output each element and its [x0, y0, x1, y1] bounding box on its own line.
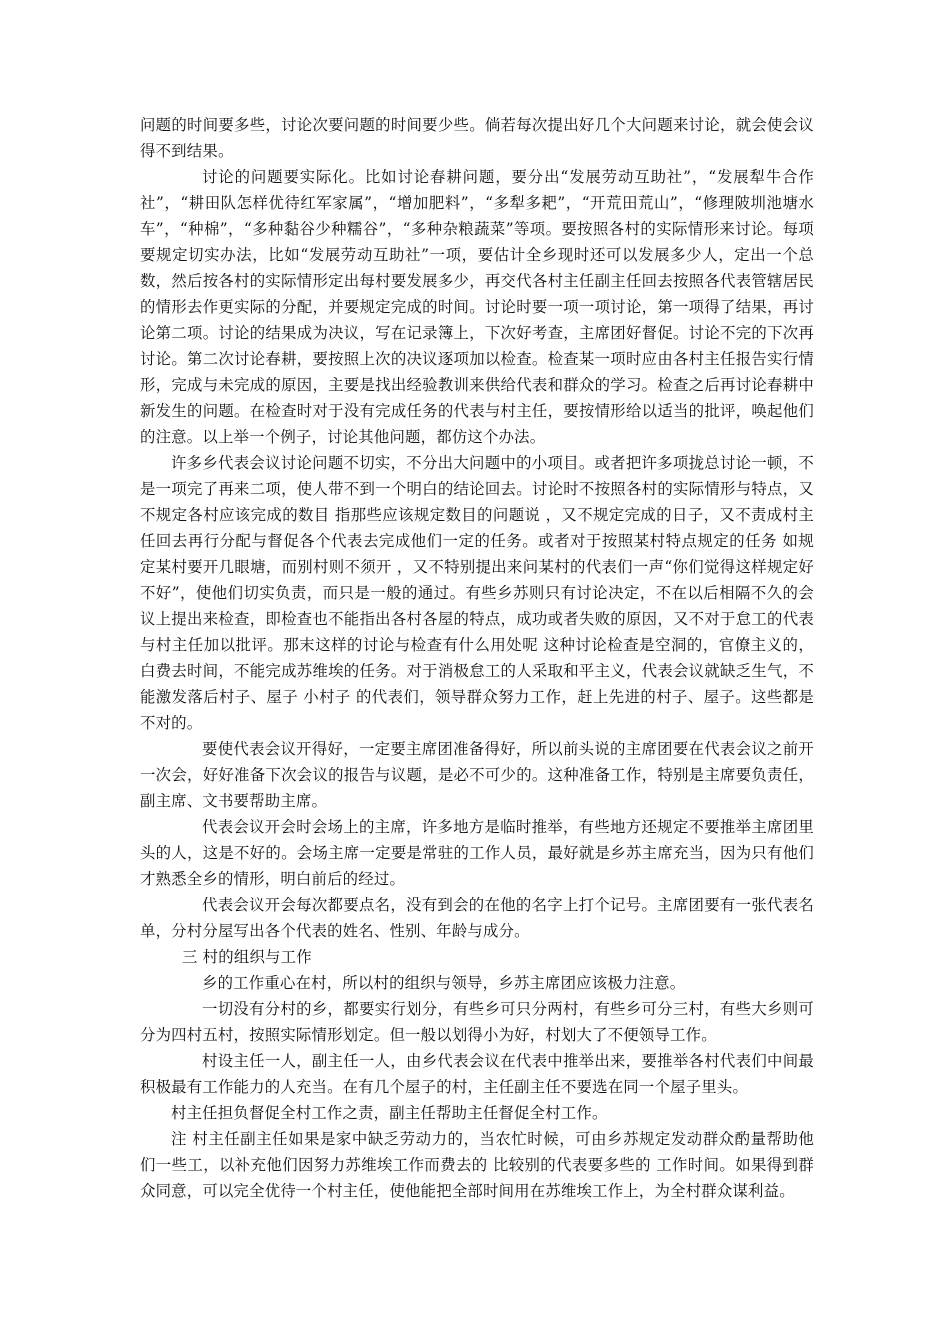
- paragraph-continued: 问题的时间要多些，讨论次要问题的时间要少些。倘若每次提出好几个大问题来讨论，就会使会议得不到结果。: [140, 116, 814, 160]
- paragraph-roll-call: 代表会议开会每次都要点名，没有到会的在他的名字上打个记号。主席团要有一张代表名单，分村分屋写出各个代表的姓名、性别、年龄与成分。: [140, 896, 814, 940]
- paragraph-note: 注 村主任副主任如果是家中缺乏劳动力的，当农忙时候，可由乡苏规定发动群众酌量帮助他们一些工，以补充他们因努力苏维埃工作而费去的 比较别的代表要多些的 工作时间。如果得到群众同意，可以完全优待一个村主任，使他能把全部时间用在苏维埃工作上，为全村群众谋利益。: [140, 1130, 814, 1200]
- paragraph-presidium-preparation: 要使代表会议开得好，一定要主席团准备得好，所以前头说的主席团要在代表会议之前开一次会，好好准备下次会议的报告与议题，是必不可少的。这种准备工作，特别是主席要负责任，副主席、文书要帮助主席。: [140, 740, 814, 810]
- paragraph-village-director: 村设主任一人，副主任一人，由乡代表会议在代表中推举出来，要推举各村代表们中间最积极最有工作能力的人充当。在有几个屋子的村，主任副主任不要选在同一个屋子里头。: [140, 1052, 814, 1096]
- paragraph-village-division: 一切没有分村的乡，都要实行划分，有些乡可只分两村，有些乡可分三村，有些大乡则可分为四村五村，按照实际情形划定。但一般以划得小为好，村划大了不便领导工作。: [140, 1000, 814, 1044]
- paragraph-meeting-chair: 代表会议开会时会场上的主席，许多地方是临时推举，有些地方还规定不要推举主席团里头的人，这是不好的。会场主席一定要是常驻的工作人员，最好就是乡苏主席充当，因为只有他们才熟悉全乡的情形，明白前后的经过。: [140, 818, 814, 888]
- paragraph-village-focus: 乡的工作重心在村，所以村的组织与领导，乡苏主席团应该极力注意。: [202, 974, 686, 992]
- paragraph-director-duties: 村主任担负督促全村工作之责，副主任帮助主任督促全村工作。: [171, 1104, 608, 1122]
- paragraph-practical-discussion: 讨论的问题要实际化。比如讨论春耕问题，要分出“发展劳动互助社”，“发展犁牛合作社”，“耕田队怎样优待红军家属”，“增加肥料”，“多犁多耙”，“开荒田荒山”，“修理陂圳池塘水车”，“种棉”，“多种黏谷少种糯谷”，“多种杂粮蔬菜”等项。要按照各村的实际情形来讨论。每项要规定切实办法，比如“发展劳动互助社”一项，要估计全乡现时还可以发展多少人，定出一个总数，然后按各村的实际情形定出每村要发展多少，再交代各村主任副主任回去按照各代表管辖居民的情形去作更实际的分配，并要规定完成的时间。讨论时要一项一项讨论，第一项得了结果，再讨论第二项。讨论的结果成为决议，写在记录簿上，下次好考查，主席团好督促。讨论不完的下次再讨论。第二次讨论春耕，要按照上次的决议逐项加以检查。检查某一项时应由各村主任报告实行情形，完成与未完成的原因，主要是找出经验教训来供给代表和群众的学习。检查之后再讨论春耕中新发生的问题。在检查时对于没有完成任务的代表与村主任，要按情形给以适当的批评，唤起他们的注意。以上举一个例子，讨论其他问题，都仿这个办法。: [140, 168, 814, 446]
- document-page: [140, 112, 814, 1204]
- section-heading-village: 三 村的组织与工作: [182, 948, 312, 966]
- paragraph-common-mistakes: 许多乡代表会议讨论问题不切实，不分出大问题中的小项目。或者把许多项拢总讨论一顿，不是一项完了再来二项，使人带不到一个明白的结论回去。讨论时不按照各村的实际情形与特点，又不规定各村应该完成的数目 指那些应该规定数目的问题说 ，又不规定完成的日子，又不责成村主任回去再行分配与督促各个代表去完成他们一定的任务。或者对于按照某村特点规定的任务 如规定某村要开几眼塘，而别村则不须开 ，又不特别提出来问某村的代表们一声“你们觉得这样规定好不好”，使他们切实负责，而只是一般的通过。有些乡苏则只有讨论决定，不在以后相隔不久的会议上提出来检查，即检查也不能指出各村各屋的特点，成功或者失败的原因，又不对于怠工的代表与村主任加以批评。那末这样的讨论与检查有什么用处呢 这种讨论检查是空洞的，官僚主义的，白费去时间，不能完成苏维埃的任务。对于消极怠工的人采取和平主义，代表会议就缺乏生气，不能激发落后村子、屋子 小村子 的代表们，领导群众努力工作，赶上先进的村子、屋子。这些都是不对的。: [140, 454, 814, 732]
